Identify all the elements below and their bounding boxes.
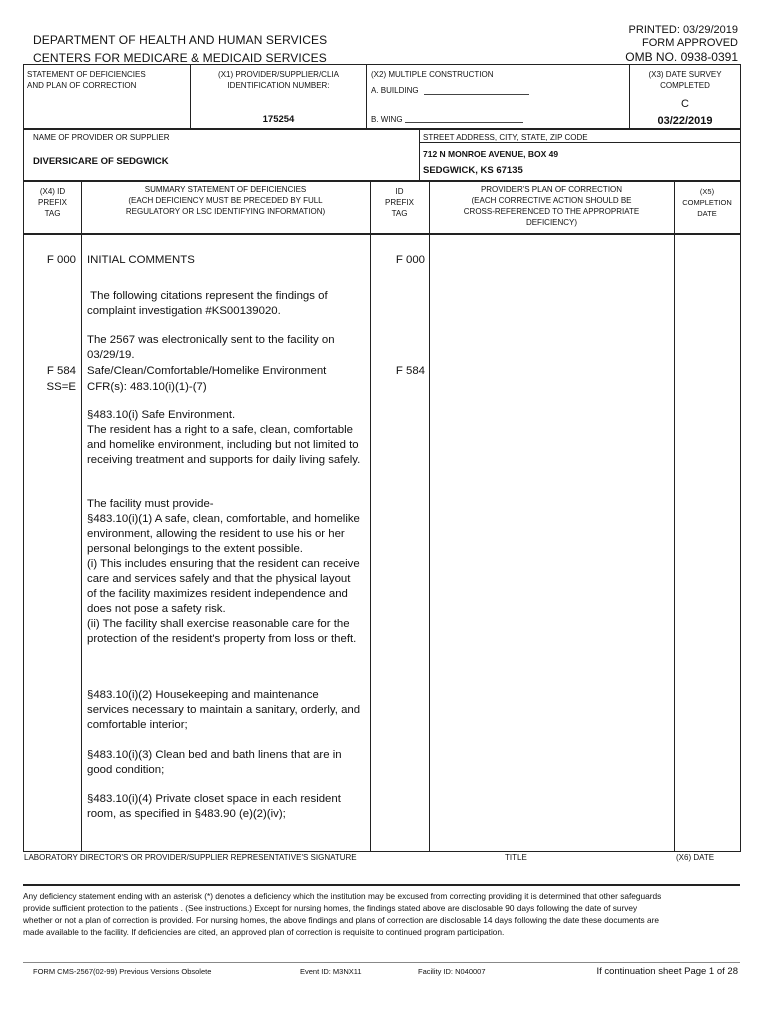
facility-id: Facility ID: N040007 [418,967,486,976]
box-left-border [23,64,24,852]
tag-f584-left: F 584 [46,365,76,377]
printed-date: PRINTED: 03/29/2019 [628,24,738,36]
box-right-border [740,64,741,852]
findings-intro: The following citations represent the findings of complaint investigation #KS00139020. [87,290,331,317]
column-header-bottom [23,233,740,235]
initial-comments: INITIAL COMMENTS [87,254,195,266]
plan-of-correction-header: PROVIDER'S PLAN OF CORRECTION (EACH CORRECTIVE ACTION SHOULD BE CROSS-REFERENCED TO THE APPROPRIATE DEFICIENCY) [463,185,640,227]
column-divider-2 [370,181,371,852]
omb-number: OMB NO. 0938-0391 [625,50,738,64]
f584-cfr: CFR(s): 483.10(i)(1)-(7) [87,381,207,393]
city-state-zip: SEDGWICK, KS 67135 [423,165,523,176]
form-approved: FORM APPROVED [642,37,738,49]
survey-date-label: (X3) DATE SURVEY COMPLETED [648,70,722,90]
x6-date-label: (X6) DATE [676,853,715,862]
box-top-border [23,64,740,65]
signature-row-bottom [23,884,740,886]
x1-label: (X1) PROVIDER/SUPPLIER/CLIA IDENTIFICATION NUMBER: [218,70,339,90]
column-divider-3 [429,181,430,852]
department-title: DEPARTMENT OF HEALTH AND HUMAN SERVICES [33,33,328,47]
address-label: STREET ADDRESS, CITY, STATE, ZIP CODE [423,133,588,142]
safe-environment-text: §483.10(i) Safe Environment. The resident has a right to a safe, clean, comfortable and homelike environment, including but not limited to receiving treatment and supports for daily living safely. [87,409,361,466]
footer-divider [23,962,740,963]
provider-row-bottom [23,180,740,182]
agency-title: CENTERS FOR MEDICARE & MEDICAID SERVICES [33,51,327,65]
x4-header: (X4) ID PREFIX TAG [38,187,67,218]
page-number: If continuation sheet Page 1 of 28 [596,966,738,977]
disclaimer-text: Any deficiency statement ending with an asterisk (*) denotes a deficiency which the institution may be excused from correcting providing it is determined that other safeguards provide sufficient protection to the patients . (See instructions.) Except for nursing homes, the findings stated above are disclosable 90 days following the date of survey whether or not a plan of correction is provided. For nursing homes, the above findings and plans of correction are disclosable 14 days following the date these documents are made available to the facility. If deficiencies are cited, an approved plan of correction is requisite to continued program participation. [23,891,662,937]
tag-f000-left: F 000 [46,254,76,266]
scope-severity: SS=E [46,381,76,393]
column-divider-1 [81,181,82,852]
tag-f584-right: F 584 [395,365,425,377]
statement-label: STATEMENT OF DEFICIENCIES AND PLAN OF CORRECTION [27,70,146,90]
multiple-construction-label: (X2) MULTIPLE CONSTRUCTION [371,70,494,79]
box-row-divider [23,128,740,130]
divider-x2 [366,64,367,128]
director-signature-label: LABORATORY DIRECTOR'S OR PROVIDER/SUPPLIER REPRESENTATIVE'S SIGNATURE [24,853,357,862]
electronic-notice: The 2567 was electronically sent to the facility on 03/29/19. [87,334,335,361]
provider-name-label: NAME OF PROVIDER OR SUPPLIER [33,133,170,142]
survey-completed-date: 03/22/2019 [657,115,713,127]
divider-address [419,128,420,181]
completion-date-header: (X5) COMPLETION DATE [682,187,732,218]
wing-label: B. WING [371,115,403,124]
summary-header: SUMMARY STATEMENT OF DEFICIENCIES (EACH DEFICIENCY MUST BE PRECEDED BY FULL REGULATORY OR LSC IDENTIFYING INFORMATION) [125,185,326,216]
tag-f000-right: F 000 [395,254,425,266]
column-divider-4 [674,181,675,852]
f584-title: Safe/Clean/Comfortable/Homelike Environment [87,365,327,377]
event-id: Event ID: M3NX11 [300,967,362,976]
id-prefix-header: ID PREFIX TAG [385,187,414,218]
title-label: TITLE [505,853,527,862]
provider-id-number: 175254 [262,114,295,125]
address-label-divider [419,142,740,143]
building-field-line [424,94,529,95]
form-number: FORM CMS-2567(02-99) Previous Versions Obsolete [33,967,212,976]
survey-code: C [681,98,689,110]
facility-must-provide-text: The facility must provide- §483.10(i)(1) A safe, clean, comfortable, and homelike environment, allowing the resident to use his or her personal belongings to the extent possible. (i) This includes ensuring that the resident can receive care and services safely and that the physical layout of the facility maximizes resident independence and does not pose a safety risk. (ii) The facility shall exercise reasonable care for the protection of the resident's property from loss or theft. [87,498,360,645]
housekeeping-text: §483.10(i)(2) Housekeeping and maintenance services necessary to maintain a sanitary, orderly, and comfortable interior; [87,689,361,731]
linens-text: §483.10(i)(3) Clean bed and bath linens that are in good condition; [87,749,342,776]
wing-field-line [405,122,523,123]
provider-name: DIVERSICARE OF SEDGWICK [33,156,169,167]
street-address: 712 N MONROE AVENUE, BOX 49 [423,149,559,159]
closet-space-text: §483.10(i)(4) Private closet space in each resident room, as specified in §483.90 (e)(2)(iv); [87,793,341,820]
building-label: A. BUILDING [371,86,419,95]
